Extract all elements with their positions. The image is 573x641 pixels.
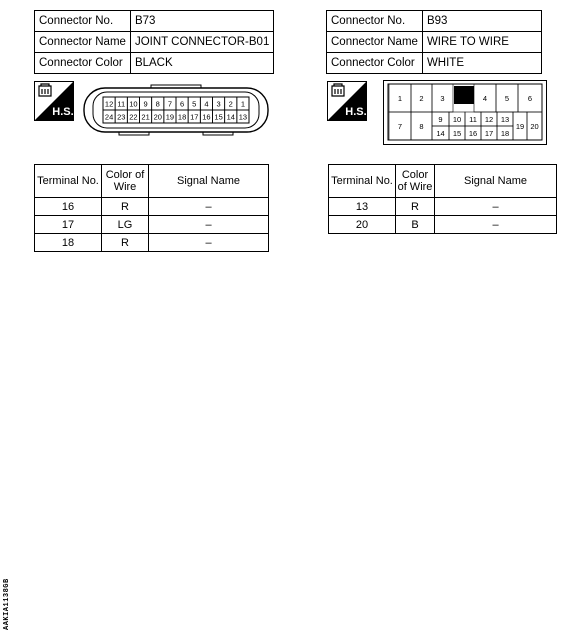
pin-number: 11 (117, 99, 126, 109)
wire-color-cell: R (102, 198, 149, 216)
pin-number: 18 (177, 112, 187, 122)
connector-name-label: Connector Name (35, 32, 131, 53)
connector-color-row (327, 53, 542, 74)
connector-name-row (35, 32, 274, 53)
pin-number: 12 (484, 115, 494, 124)
terminal-no-header: Terminal No. (35, 165, 102, 198)
pin-number: 4 (204, 99, 209, 109)
pin-number: 5 (192, 99, 197, 109)
pin-number: 2 (419, 94, 424, 103)
pin-number: 1 (240, 99, 246, 109)
signal-name-cell: – (149, 216, 269, 234)
pin-row-bottom (103, 110, 249, 123)
terminal-cell: 17 (35, 216, 102, 234)
table-header-row (329, 165, 557, 198)
left-connector-info-table (34, 10, 274, 74)
signal-name-cell: – (149, 234, 269, 252)
pin-number: 6 (179, 99, 185, 109)
pin-number: 13 (238, 112, 248, 122)
pin-number: 3 (216, 99, 221, 109)
connector-no-row (327, 11, 542, 32)
pin-number: 1 (397, 94, 403, 103)
left-terminal-signal-table (34, 164, 269, 252)
pin-number: 23 (117, 112, 126, 122)
right-terminal-signal-table (328, 164, 557, 234)
signal-name-cell: – (149, 198, 269, 216)
pin-number: 21 (141, 112, 150, 122)
pin-number: 11 (469, 115, 477, 124)
pin-number: 15 (452, 129, 462, 138)
table-header-row (35, 165, 269, 198)
hs-label: H.S. (52, 106, 74, 118)
pin-number: 7 (167, 99, 173, 109)
pin-number: 18 (500, 129, 510, 138)
connector-b73-face-diagram (83, 84, 269, 136)
pin-number: 9 (143, 99, 148, 109)
pin-number: 9 (438, 115, 443, 124)
right-connector-info-table (326, 10, 542, 74)
pin-number: 6 (527, 94, 533, 103)
pin-number: 19 (515, 122, 525, 131)
connector-color-value: WHITE (422, 53, 541, 74)
connector-name-label: Connector Name (327, 32, 423, 53)
pin-number: 4 (482, 94, 488, 103)
pin-number: 15 (214, 112, 223, 122)
pin-number: 20 (530, 122, 539, 131)
pin-number: 13 (500, 115, 510, 124)
connector-color-value: BLACK (130, 53, 273, 74)
color-of-wire-header: Color of Wire (102, 165, 149, 198)
harness-side-icon (34, 81, 74, 121)
terminal-cell: 20 (329, 216, 396, 234)
pin-number: 12 (104, 99, 114, 109)
pin-number: 24 (104, 112, 114, 122)
connector-no-label: Connector No. (35, 11, 131, 32)
pin-number: 22 (129, 112, 138, 122)
figure-code: AAKIA1138GB (3, 578, 11, 630)
color-of-wire-header: Color of Wire (396, 165, 435, 198)
pin-number: 17 (484, 129, 494, 138)
terminal-cell: 13 (329, 198, 396, 216)
pin-number: 16 (468, 129, 478, 138)
connector-color-label: Connector Color (35, 53, 131, 74)
pin-number: 5 (504, 94, 510, 103)
signal-name-cell: – (435, 198, 557, 216)
signal-name-header: Signal Name (149, 165, 269, 198)
connector-name-value: JOINT CONNECTOR-B01 (130, 32, 273, 53)
connector-no-value: B73 (130, 11, 273, 32)
connector-no-value: B93 (422, 11, 541, 32)
terminal-cell: 16 (35, 198, 102, 216)
terminal-cell: 18 (35, 234, 102, 252)
table-row (35, 216, 269, 234)
table-row (329, 216, 557, 234)
hs-label: H.S. (345, 106, 367, 118)
signal-name-cell: – (435, 216, 557, 234)
pin-number: 3 (440, 94, 445, 103)
table-row (329, 198, 557, 216)
wire-color-cell: B (396, 216, 435, 234)
pin-number: 8 (419, 122, 424, 131)
connector-no-label: Connector No. (327, 11, 423, 32)
pin-number: 10 (452, 115, 462, 124)
pin-number: 14 (436, 129, 445, 138)
connector-name-row (327, 32, 542, 53)
pin-number: 10 (129, 99, 138, 109)
connector-color-label: Connector Color (327, 53, 423, 74)
wire-color-cell: R (396, 198, 435, 216)
table-row (35, 234, 269, 252)
keyed-cavity (454, 86, 474, 104)
wire-color-cell: R (102, 234, 149, 252)
pin-number: 19 (165, 112, 175, 122)
wire-color-cell: LG (102, 216, 149, 234)
table-row (35, 198, 269, 216)
pin-number: 17 (190, 112, 199, 122)
pin-number: 20 (153, 112, 162, 122)
signal-name-header: Signal Name (435, 165, 557, 198)
pin-number: 8 (155, 99, 160, 109)
connector-b93-face-diagram (383, 80, 547, 146)
pin-number: 14 (226, 112, 235, 122)
pin-number: 7 (397, 122, 403, 131)
pin-number: 16 (202, 112, 211, 122)
connector-color-row (35, 53, 274, 74)
connector-no-row (35, 11, 274, 32)
terminal-no-header: Terminal No. (329, 165, 396, 198)
pin-number: 2 (228, 99, 233, 109)
harness-side-icon (327, 81, 367, 121)
connector-name-value: WIRE TO WIRE (422, 32, 541, 53)
